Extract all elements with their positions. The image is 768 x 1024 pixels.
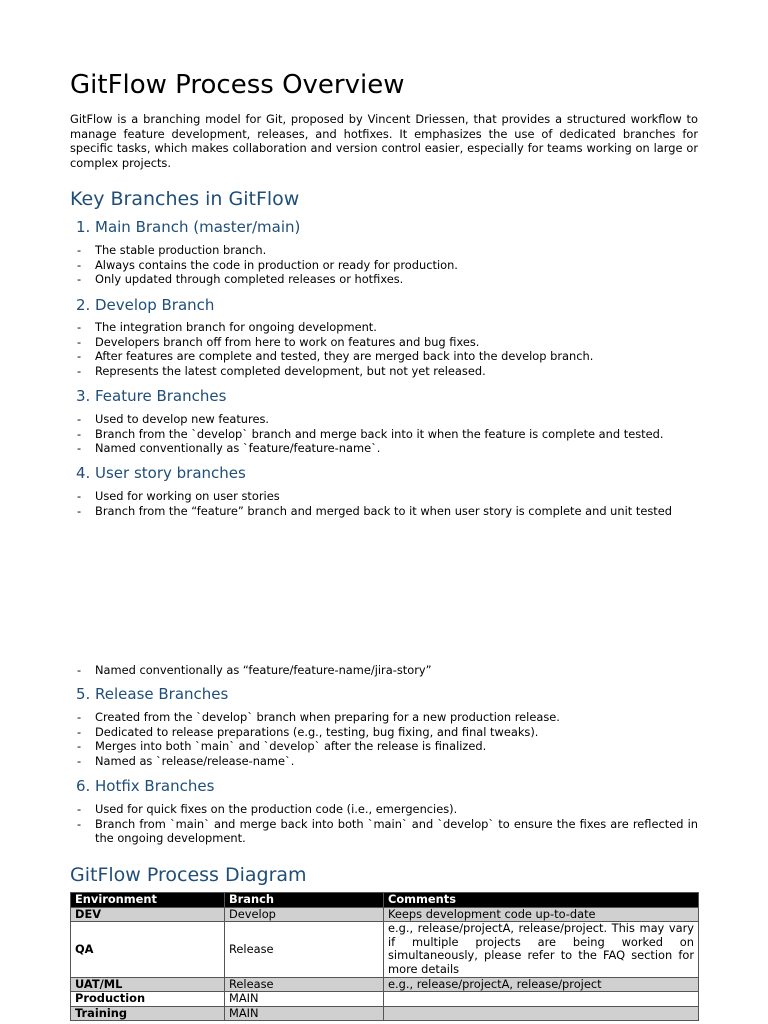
column-header-environment: Environment bbox=[71, 893, 225, 908]
list-item: - After features are complete and tested, they are merged back into the develop branch. bbox=[70, 349, 698, 364]
section-number: 5. bbox=[76, 685, 91, 703]
list-item: - Used to develop new features. bbox=[70, 412, 698, 427]
list-item: - Always contains the code in production or ready for production. bbox=[70, 258, 698, 273]
list-item: - Developers branch off from here to work on features and bug fixes. bbox=[70, 335, 698, 350]
cell-environment: Production bbox=[71, 992, 225, 1007]
list-item: - Named conventionally as “feature/feature-name/jira-story” bbox=[70, 663, 698, 678]
section-number: 3. bbox=[76, 387, 91, 405]
bullet-list-feature-branches bbox=[70, 412, 698, 456]
list-item: - Named conventionally as `feature/feature-name`. bbox=[70, 441, 698, 456]
cell-comment: Keeps development code up-to-date bbox=[384, 907, 699, 922]
key-branches-heading: Key Branches in GitFlow bbox=[70, 188, 300, 210]
bullet-list-release-branches bbox=[70, 710, 698, 768]
cell-branch: Develop bbox=[225, 907, 384, 922]
cell-environment: DEV bbox=[71, 907, 225, 922]
list-item: - Merges into both `main` and `develop` after the release is finalized. bbox=[70, 739, 698, 754]
page-title: GitFlow Process Overview bbox=[70, 70, 405, 100]
cell-comment bbox=[384, 992, 699, 1007]
cell-branch: MAIN bbox=[225, 1006, 384, 1021]
intro-paragraph: GitFlow is a branching model for Git, proposed by Vincent Driessen, that provides a structured workflow to manage feature development, releases, and hotfixes. It emphasizes the use of dedicated branches for specific tasks, which makes collaboration and version control easier, especially for teams working on large or complex projects. bbox=[70, 112, 698, 170]
section-heading-main-branch bbox=[76, 217, 300, 237]
section-title: Hotfix Branches bbox=[95, 777, 215, 795]
section-heading-develop-branch bbox=[76, 295, 214, 315]
process-diagram-heading: GitFlow Process Diagram bbox=[70, 864, 307, 886]
cell-environment: UAT/ML bbox=[71, 977, 225, 992]
table-header-row bbox=[71, 893, 699, 908]
list-item: - Created from the `develop` branch when preparing for a new production release. bbox=[70, 710, 698, 725]
bullet-list-develop-branch bbox=[70, 320, 698, 378]
list-item: - Branch from the “feature” branch and merged back to it when user story is complete and unit tested bbox=[70, 504, 698, 519]
section-heading-feature-branches bbox=[76, 386, 226, 406]
section-heading-hotfix-branches bbox=[76, 776, 214, 796]
cell-branch: Release bbox=[225, 977, 384, 992]
bullet-list-hotfix-branches bbox=[70, 802, 698, 846]
section-heading-release-branches bbox=[76, 684, 228, 704]
section-number: 4. bbox=[76, 464, 91, 482]
section-heading-user-story-branches bbox=[76, 463, 246, 483]
section-title: Main Branch (master/main) bbox=[95, 218, 301, 236]
cell-comment: e.g., release/projectA, release/project. This may vary if multiple projects are being worked on simultaneously, please refer to the FAQ section for more details bbox=[384, 922, 699, 977]
table-row bbox=[71, 992, 699, 1007]
table-row bbox=[71, 922, 699, 977]
list-item: - Used for working on user stories bbox=[70, 489, 698, 504]
list-item: - Only updated through completed releases or hotfixes. bbox=[70, 272, 698, 287]
section-title: Develop Branch bbox=[95, 296, 215, 314]
list-item: - Used for quick fixes on the production code (i.e., emergencies). bbox=[70, 802, 698, 817]
section-title: Release Branches bbox=[95, 685, 229, 703]
section-number: 1. bbox=[76, 218, 91, 236]
section-title: Feature Branches bbox=[95, 387, 227, 405]
list-item: - Named as `release/release-name`. bbox=[70, 754, 698, 769]
section-number: 2. bbox=[76, 296, 91, 314]
bullet-list-user-story-branches-continued bbox=[70, 663, 698, 678]
cell-comment: e.g., release/projectA, release/project bbox=[384, 977, 699, 992]
section-number: 6. bbox=[76, 777, 91, 795]
list-item: - Dedicated to release preparations (e.g., testing, bug fixing, and final tweaks). bbox=[70, 725, 698, 740]
list-item: - Branch from the `develop` branch and merge back into it when the feature is complete and tested. bbox=[70, 427, 698, 442]
list-item: - The stable production branch. bbox=[70, 243, 698, 258]
cell-branch: Release bbox=[225, 922, 384, 977]
bullet-list-main-branch bbox=[70, 243, 698, 287]
table-row bbox=[71, 1006, 699, 1021]
list-item: - Represents the latest completed development, but not yet released. bbox=[70, 364, 698, 379]
cell-comment bbox=[384, 1006, 699, 1021]
column-header-comments: Comments bbox=[384, 893, 699, 908]
column-header-branch: Branch bbox=[225, 893, 384, 908]
bullet-list-user-story-branches bbox=[70, 489, 698, 518]
section-title: User story branches bbox=[95, 464, 246, 482]
environment-branch-table bbox=[70, 892, 699, 1021]
table-row bbox=[71, 907, 699, 922]
table-row bbox=[71, 977, 699, 992]
cell-environment: QA bbox=[71, 922, 225, 977]
list-item: - The integration branch for ongoing development. bbox=[70, 320, 698, 335]
list-item: - Branch from `main` and merge back into both `main` and `develop` to ensure the fixes are reflected in the ongoing development. bbox=[70, 817, 698, 846]
cell-environment: Training bbox=[71, 1006, 225, 1021]
cell-branch: MAIN bbox=[225, 992, 384, 1007]
